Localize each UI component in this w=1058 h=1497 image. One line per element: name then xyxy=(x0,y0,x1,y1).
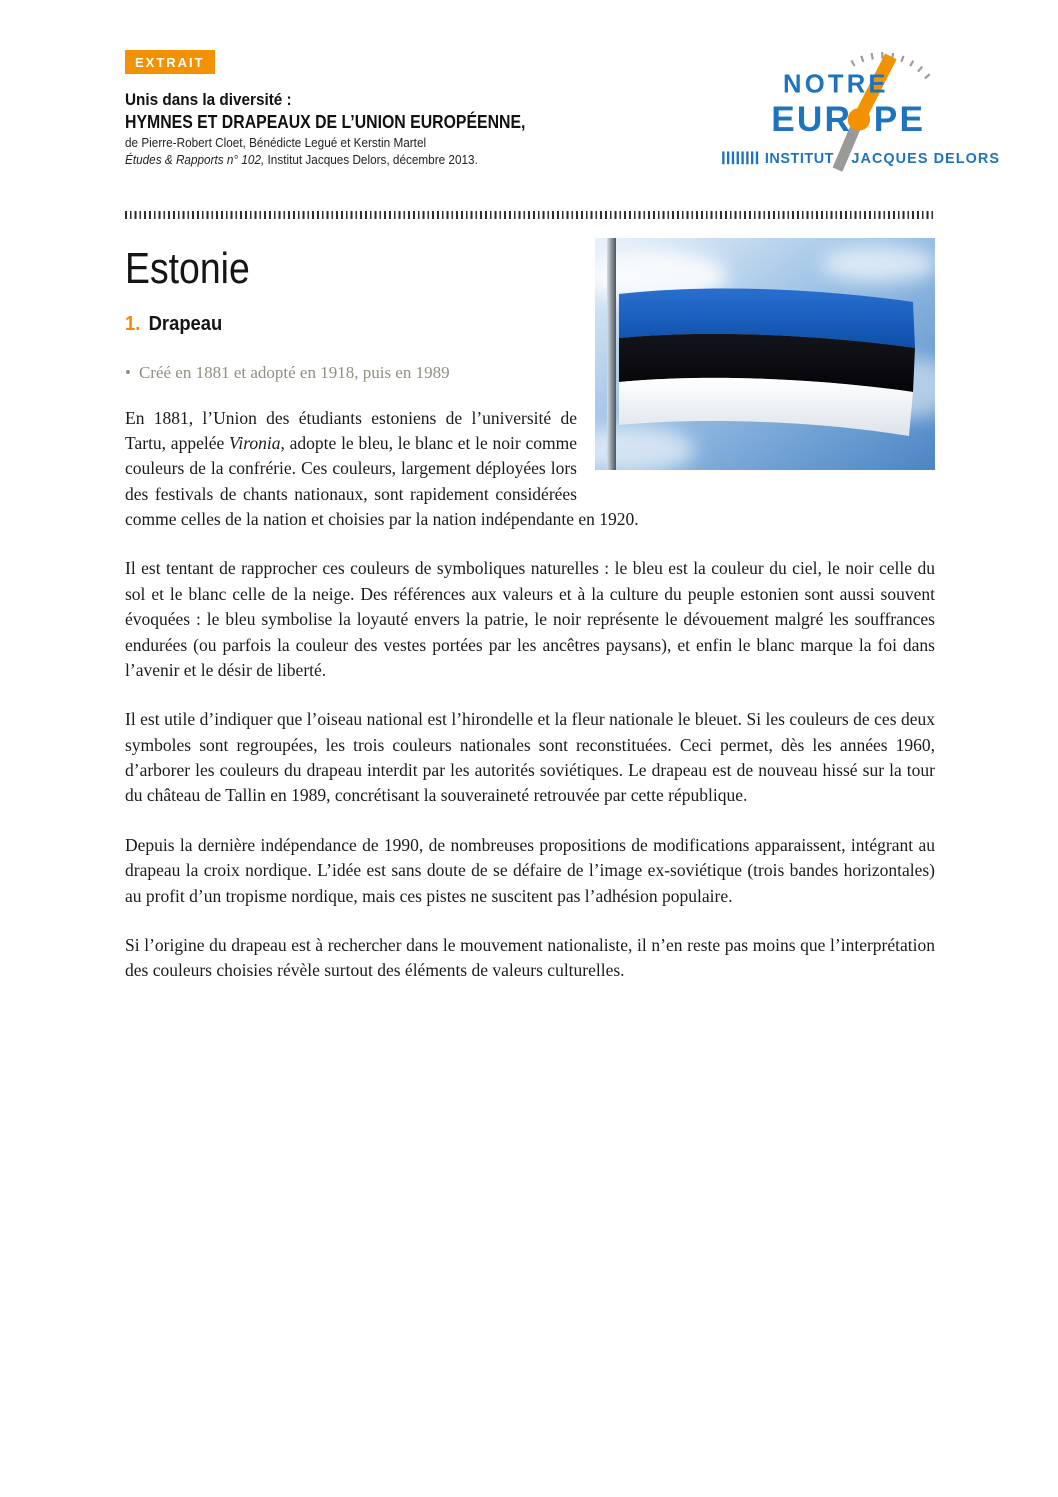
logo-word-notre: NOTRE xyxy=(783,70,889,99)
doc-title-line1: Unis dans la diversité : xyxy=(125,90,292,109)
notre-europe-logo-graphic xyxy=(722,50,1000,176)
doc-series-rest: Institut Jacques Delors, décembre 2013. xyxy=(264,153,478,167)
paragraph-5: Si l’origine du drapeau est à rechercher dans le mouvement nationaliste, il n’en reste pas moins que l’interprétation des couleurs choisies révèle surtout des éléments de valeurs culturelles. xyxy=(125,934,935,981)
paragraph-2: Il est tentant de rapprocher ces couleurs de symboliques naturelles : le bleu est la couleur du ciel, le noir celle du sol et le blanc celle de la neige. Des références aux valeurs et à la culture du peuple estonien sont aussi souvent évoquées : le bleu symbolise la loyauté envers la patrie, le noir représente le dévouement malgré les souffrances endurées (ou parfois la couleur des vestes portées par les ancêtres paysans), et enfin le blanc marque la foi dans l’avenir et le désir de liberté. xyxy=(125,558,935,680)
logo-word-eur: EUR xyxy=(771,100,853,140)
article-body xyxy=(125,406,935,984)
logo-line-jacques-delors: JACQUES DELORS xyxy=(851,151,1000,168)
paragraph-3: Il est utile d’indiquer que l’oiseau national est l’hirondelle et la fleur nationale le bleuet. Si les couleurs de ces deux symboles sont regroupées, les trois couleurs nationales sont reconstituées. Ceci permet, dès les années 1960, d’arborer les couleurs du drapeau interdit par les autorités soviétiques. Le drapeau est de nouveau hissé sur la tour du château de Tallin en 1989, concrétisant la souveraineté retrouvée par cette république. xyxy=(125,709,935,806)
estonian-flag-graphic xyxy=(595,238,935,470)
paragraph-1-italic: Vironia xyxy=(229,432,281,453)
logo-barcode xyxy=(722,151,758,164)
logo-word-pe: PE xyxy=(873,100,926,140)
hatch-divider xyxy=(125,211,935,219)
doc-title-line2: HYMNES ET DRAPEAUX DE L’UNION EUROPÉENNE, xyxy=(125,112,526,132)
country-title: Estonie xyxy=(125,244,250,293)
paragraph-1-part1: En 1881, l’Union des étudiants estoniens de l’université de Tartu, appelée xyxy=(125,407,577,453)
doc-series xyxy=(125,153,553,167)
section-title: Drapeau xyxy=(148,312,223,335)
paragraph-1-part2: , adopte le bleu, le blanc et le noir comme couleurs de la confrérie. Ces couleurs, largement déployées lors des festivals de chants nationaux, sont rapidement considérées comme celles de la nation et choisies par la nation indépendante en 1920. xyxy=(125,432,639,530)
estonian-flag xyxy=(619,288,915,436)
doc-authors: de Pierre-Robert Cloet, Bénédicte Legué et Kerstin Martel xyxy=(125,136,427,150)
page-header xyxy=(0,0,1058,181)
section-number: 1. xyxy=(125,312,141,335)
notre-europe-logo xyxy=(722,50,1000,181)
header-title-block xyxy=(125,50,580,167)
estonian-flag-photo xyxy=(595,238,935,470)
extrait-badge: EXTRAIT xyxy=(125,50,215,74)
flag-dates-text: Créé en 1881 et adopté en 1918, puis en 1989 xyxy=(138,362,450,382)
doc-series-name: Études & Rapports n° 102, xyxy=(125,153,265,167)
flag-pole xyxy=(607,238,616,470)
paragraph-4: Depuis la dernière indépendance de 1990, de nombreuses propositions de modifications apparaissent, intégrant au drapeau la croix nordique. L’idée est sans doute de se défaire de l’image ex-soviétique (trois bandes horizontales) au profit d’un tropisme nordique, mais ces pistes ne suscitent pas l’adhésion populaire. xyxy=(125,834,935,906)
bullet-icon: • xyxy=(125,362,131,382)
logo-line-institut: INSTITUT xyxy=(764,151,834,168)
